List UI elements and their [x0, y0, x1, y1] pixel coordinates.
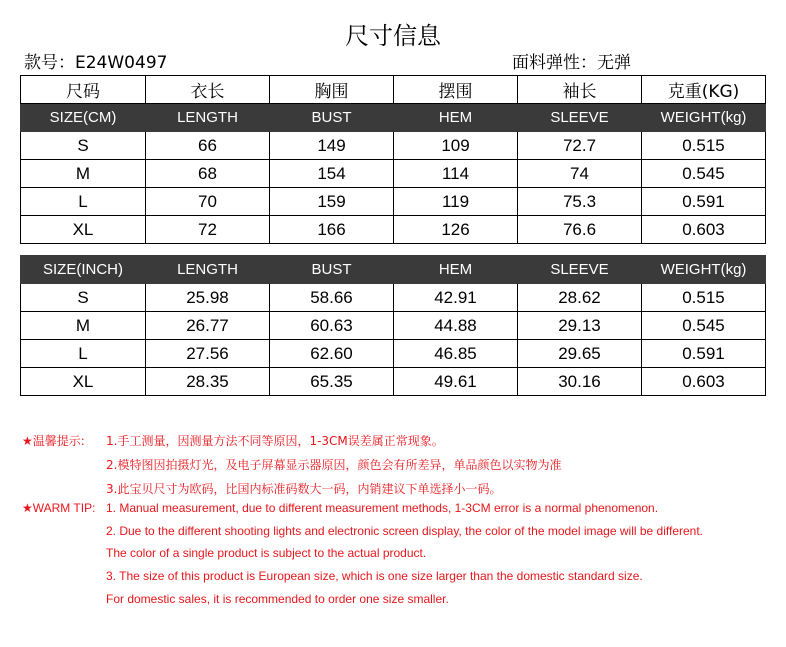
- header-cell: WEIGHT(kg): [642, 104, 766, 132]
- tips-en-line: The color of a single product is subject to the actual product.: [106, 546, 427, 560]
- table-cell: 149: [270, 132, 394, 160]
- table-cell: 75.3: [518, 188, 642, 216]
- table-cell: 74: [518, 160, 642, 188]
- table-cell: L: [21, 340, 146, 368]
- style-number: 款号：E24W0497: [24, 53, 168, 73]
- table-cell: 28.35: [146, 368, 270, 396]
- table-cell: 76.6: [518, 216, 642, 244]
- table-cell: 42.91: [394, 284, 518, 312]
- table-row: [21, 368, 766, 396]
- header-cell: SIZE(CM): [21, 104, 146, 132]
- cn-header-row: [21, 76, 766, 104]
- table-row: [21, 284, 766, 312]
- table-row: [21, 340, 766, 368]
- size-table-cm: [20, 75, 766, 244]
- table-cell: 0.591: [642, 188, 766, 216]
- table-row: [21, 188, 766, 216]
- table-cell: 58.66: [270, 284, 394, 312]
- table-cell: S: [21, 132, 146, 160]
- tips-en: [22, 501, 762, 611]
- table-cell: 65.35: [270, 368, 394, 396]
- table-row: [21, 160, 766, 188]
- table-cell: 25.98: [146, 284, 270, 312]
- table-cell: XL: [21, 216, 146, 244]
- table-cell: 0.591: [642, 340, 766, 368]
- fabric-elasticity: 面料弹性：无弹: [512, 53, 631, 73]
- table-cell: 26.77: [146, 312, 270, 340]
- tips-en-line: For domestic sales, it is recommended to order one size smaller.: [106, 592, 449, 606]
- header-cell: SLEEVE: [518, 104, 642, 132]
- cn-header-cell: 胸围: [270, 76, 394, 104]
- tips-en-line: 1. Manual measurement, due to different measurement methods, 1-3CM error is a normal phenomenon.: [106, 501, 659, 515]
- tips-en-label: ★WARM TIP:: [22, 501, 96, 515]
- cn-header-cell: 尺码: [21, 76, 146, 104]
- header-cell: SLEEVE: [518, 256, 642, 284]
- header-cell: LENGTH: [146, 104, 270, 132]
- table-cell: 119: [394, 188, 518, 216]
- table-cell: 0.545: [642, 160, 766, 188]
- page-title: 尺寸信息: [345, 22, 441, 50]
- table-cell: M: [21, 312, 146, 340]
- table-cell: 29.13: [518, 312, 642, 340]
- table-cell: 114: [394, 160, 518, 188]
- table-cell: 154: [270, 160, 394, 188]
- inch-header-row: [21, 256, 766, 284]
- tips-en-line: 3. The size of this product is European size, which is one size larger than the domestic standard size.: [106, 569, 643, 583]
- tips-cn-label: ★温馨提示:: [22, 434, 85, 448]
- table-cell: 166: [270, 216, 394, 244]
- table-cell: XL: [21, 368, 146, 396]
- table-cell: 126: [394, 216, 518, 244]
- table-cell: 44.88: [394, 312, 518, 340]
- table-row: [21, 312, 766, 340]
- table-cell: 70: [146, 188, 270, 216]
- table-cell: 0.515: [642, 284, 766, 312]
- table-cell: 27.56: [146, 340, 270, 368]
- table-cell: 72: [146, 216, 270, 244]
- tips-cn-line: 2.模特图因拍摄灯光，及电子屏幕显示器原因，颜色会有所差异，单品颜色以实物为准: [106, 458, 562, 472]
- table-cell: 0.603: [642, 368, 766, 396]
- cn-header-cell: 袖长: [518, 76, 642, 104]
- cn-header-cell: 摆围: [394, 76, 518, 104]
- table-cell: 60.63: [270, 312, 394, 340]
- tips-cn-line: 3.此宝贝尺寸为欧码，比国内标准码数大一码，内销建议下单选择小一码。: [106, 482, 502, 496]
- table-cell: 68: [146, 160, 270, 188]
- cn-header-cell: 衣长: [146, 76, 270, 104]
- header-cell: LENGTH: [146, 256, 270, 284]
- table-cell: 62.60: [270, 340, 394, 368]
- tips-cn: [22, 432, 762, 502]
- table-row: [21, 216, 766, 244]
- table-cell: 28.62: [518, 284, 642, 312]
- header-cell: HEM: [394, 104, 518, 132]
- tips-cn-line: 1.手工测量，因测量方法不同等原因，1-3CM误差属正常现象。: [106, 434, 444, 448]
- header-cell: HEM: [394, 256, 518, 284]
- header-cell: BUST: [270, 104, 394, 132]
- table-cell: 109: [394, 132, 518, 160]
- size-table-inch: [20, 255, 766, 396]
- cn-header-cell: 克重(KG): [642, 76, 766, 104]
- table-cell: 49.61: [394, 368, 518, 396]
- table-cell: 66: [146, 132, 270, 160]
- table-cell: S: [21, 284, 146, 312]
- table-row: [21, 132, 766, 160]
- table-cell: L: [21, 188, 146, 216]
- header-cell: WEIGHT(kg): [642, 256, 766, 284]
- table-cell: M: [21, 160, 146, 188]
- header-cell: BUST: [270, 256, 394, 284]
- table-cell: 30.16: [518, 368, 642, 396]
- tips-en-line: 2. Due to the different shooting lights and electronic screen display, the color of the model image will be different.: [106, 524, 704, 538]
- table-cell: 29.65: [518, 340, 642, 368]
- table-cell: 159: [270, 188, 394, 216]
- table-cell: 0.515: [642, 132, 766, 160]
- table-cell: 46.85: [394, 340, 518, 368]
- table-cell: 72.7: [518, 132, 642, 160]
- table-cell: 0.545: [642, 312, 766, 340]
- cm-header-row: [21, 104, 766, 132]
- table-cell: 0.603: [642, 216, 766, 244]
- header-cell: SIZE(INCH): [21, 256, 146, 284]
